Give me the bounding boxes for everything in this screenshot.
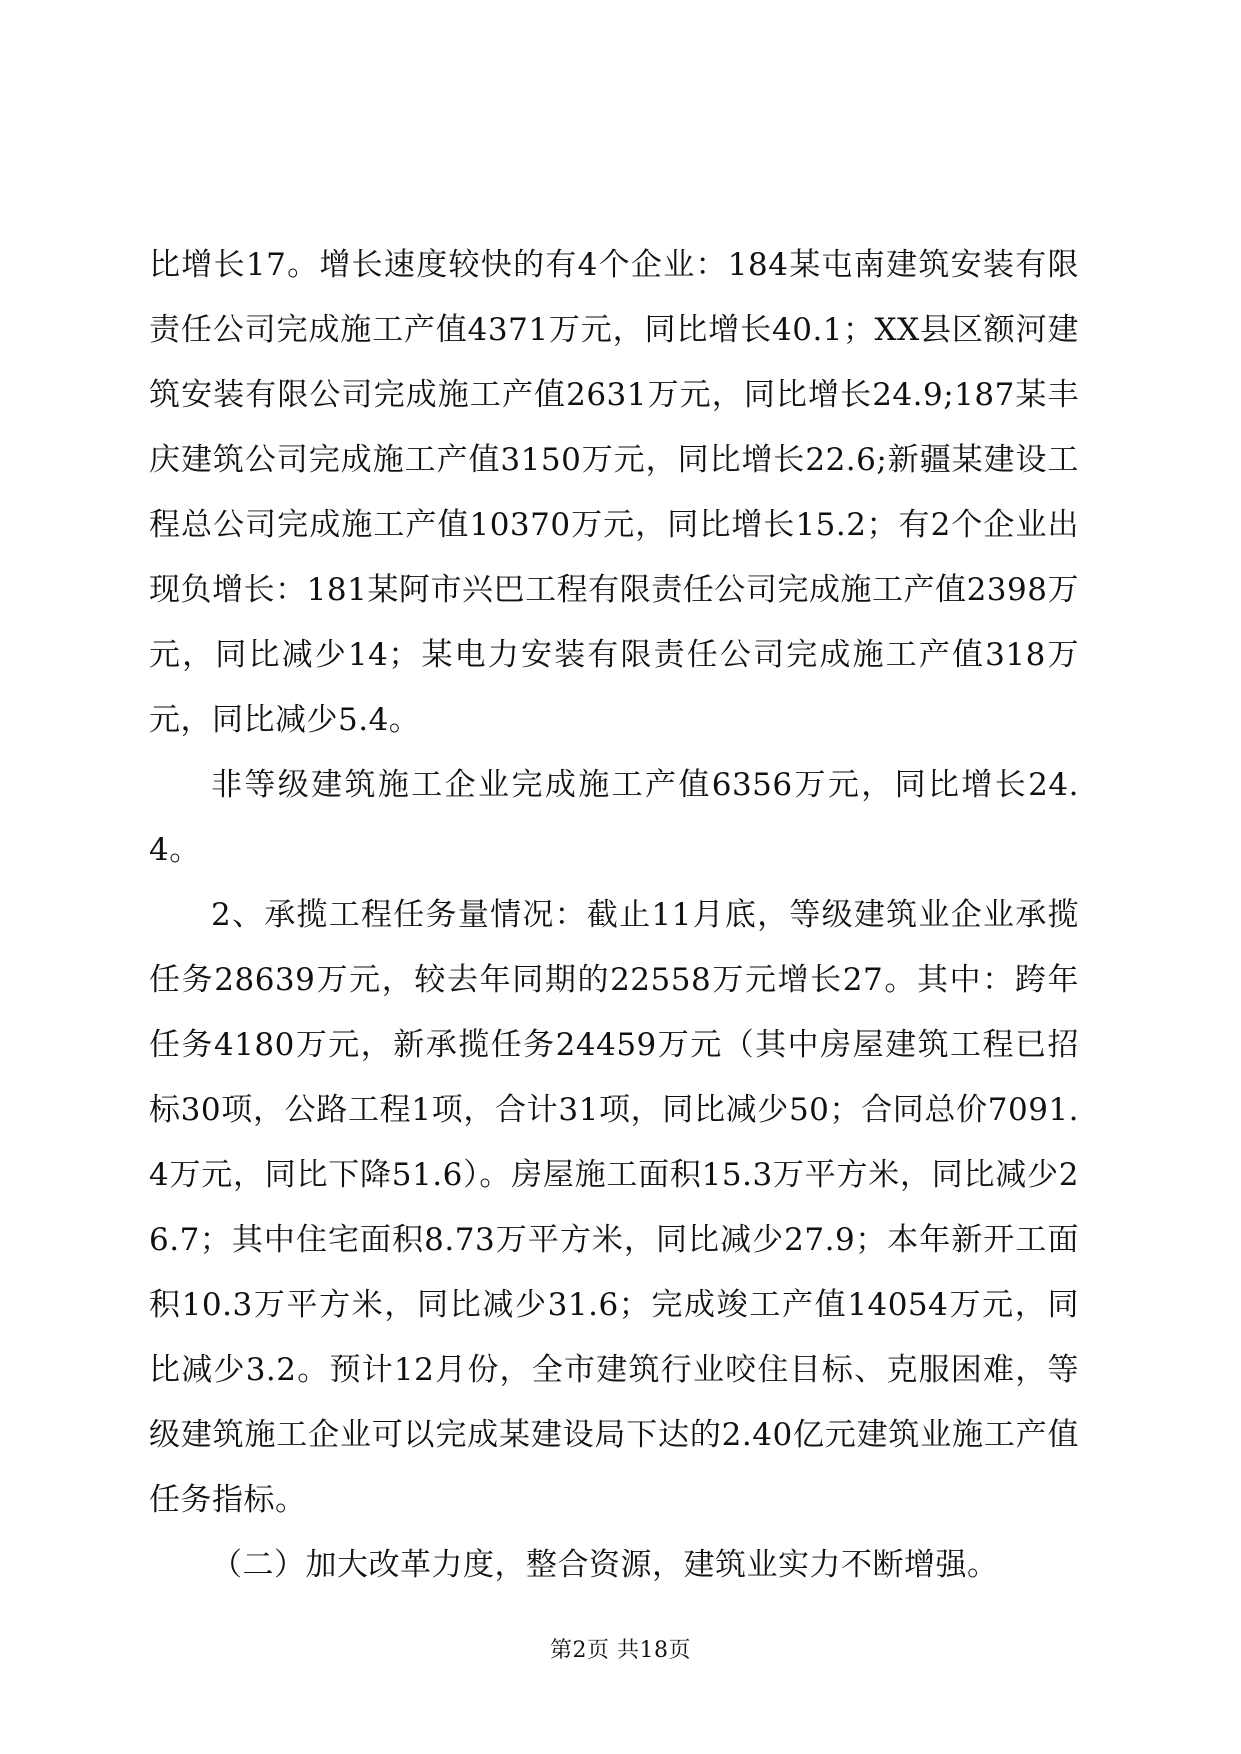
page-footer: 第2页 共18页 xyxy=(550,1638,691,1663)
paragraph-non-grade-enterprises: 非等级建筑施工企业完成施工产值6356万元，同比增长24.4。 xyxy=(149,767,1079,868)
document-body xyxy=(149,233,1079,1598)
section-heading-reform: （二）加大改革力度，整合资源，建筑业实力不断增强。 xyxy=(211,1547,999,1583)
paragraph-contracted-tasks: 2、承揽工程任务量情况：截止11月底，等级建筑业企业承揽任务28639万元，较去年同期的22558万元增长27。其中：跨年任务4180万元，新承揽任务24459万元（其中房屋建筑工程已招标30项，公路工程1项，合计31项，同比减少50；合同总价7091.4万元，同比下降51.6）。房屋施工面积15.3万平方米，同比减少26.7；其中住宅面积8.73万平方米，同比减少27.9；本年新开工面积10.3万平方米，同比减少31.6；完成竣工产值14054万元，同比减少3.2。预计12月份，全市建筑行业咬住目标、克服困难，等级建筑施工企业可以完成某建设局下达的2.40亿元建筑业施工产值任务指标。 xyxy=(149,897,1079,1518)
paragraph-continuation: 比增长17。增长速度较快的有4个企业：184某屯南建筑安装有限责任公司完成施工产值4371万元，同比增长40.1；XX县区额河建筑安装有限公司完成施工产值2631万元，同比增长24.9;187某丰庆建筑公司完成施工产值3150万元，同比增长22.6;新疆某建设工程总公司完成施工产值10370万元，同比增长15.2；有2个企业出现负增长：181某阿市兴巴工程有限责任公司完成施工产值2398万元，同比减少14；某电力安装有限责任公司完成施工产值318万元，同比减少5.4。 xyxy=(149,247,1079,738)
